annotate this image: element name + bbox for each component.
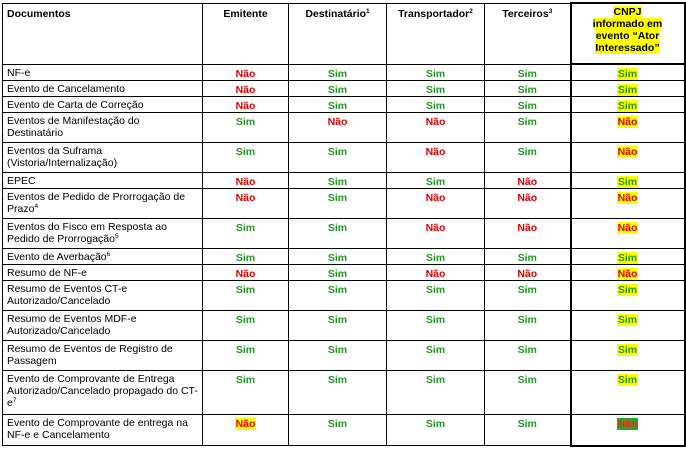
document-label: EPEC — [7, 175, 36, 187]
destinatario-cell — [289, 81, 387, 97]
transportador-value: Sim — [425, 374, 446, 386]
emitente-value: Sim — [235, 284, 256, 296]
terceiros-value: Sim — [517, 284, 537, 296]
transportador-value: Sim — [425, 84, 446, 96]
header-cnpj-line: CNPJ — [613, 6, 642, 18]
footnote-ref: 2 — [469, 7, 473, 15]
emitente-cell — [203, 371, 289, 415]
terceiros-value: Não — [517, 222, 538, 234]
terceiros-value: Sim — [517, 67, 537, 80]
terceiros-cell — [485, 281, 571, 311]
destinatario-value: Sim — [327, 192, 348, 204]
document-label: NF-e — [7, 66, 31, 79]
table-row — [3, 415, 685, 446]
destinatario-value: Sim — [327, 374, 348, 386]
document-cell — [3, 81, 203, 97]
table-row — [3, 249, 685, 265]
cnpj-value: Não — [617, 146, 638, 158]
terceiros-cell — [485, 113, 571, 143]
header-cnpj-line: informado em — [592, 18, 663, 30]
emitente-value: Não — [235, 67, 256, 80]
document-label: Eventos de Manifestação do Destinatário — [7, 115, 140, 139]
cnpj-cell — [571, 81, 685, 97]
transportador-cell — [387, 64, 485, 81]
terceiros-cell — [485, 415, 571, 446]
transportador-value: Sim — [425, 314, 446, 326]
emitente-cell — [203, 311, 289, 341]
header-emitente: Emitente — [203, 3, 289, 64]
cnpj-value: Não — [617, 418, 638, 430]
transportador-value: Não — [425, 146, 446, 158]
terceiros-value: Não — [517, 268, 538, 280]
cnpj-value: Sim — [617, 252, 638, 264]
terceiros-cell — [485, 143, 571, 173]
transportador-cell — [387, 371, 485, 415]
document-label: Evento de Averbação — [7, 251, 107, 263]
document-cell — [3, 249, 203, 265]
table-row — [3, 143, 685, 173]
document-cell — [3, 97, 203, 113]
cnpj-value: Não — [617, 222, 638, 234]
transportador-cell — [387, 249, 485, 265]
document-cell — [3, 113, 203, 143]
terceiros-value: Sim — [517, 252, 537, 264]
table-row — [3, 265, 685, 281]
document-label: Evento de Comprovante de entrega na NF-e e Cancelamento — [7, 417, 188, 441]
destinatario-value: Sim — [327, 100, 348, 112]
emitente-value: Sim — [235, 222, 256, 234]
transportador-value: Sim — [425, 344, 446, 356]
destinatario-cell — [289, 97, 387, 113]
footnote-ref: 3 — [548, 7, 553, 15]
document-cell — [3, 189, 203, 219]
table-row — [3, 173, 685, 189]
transportador-cell — [387, 415, 485, 446]
cnpj-cell — [571, 311, 685, 341]
document-label: Resumo de Eventos MDF-e Autorizado/Cancelado — [7, 313, 137, 337]
terceiros-cell — [485, 189, 571, 219]
terceiros-value: Não — [517, 176, 538, 188]
terceiros-cell — [485, 81, 571, 97]
footnote-ref: 4 — [34, 203, 39, 210]
cnpj-value: Sim — [617, 314, 638, 326]
footnote-ref: 5 — [115, 233, 119, 240]
header-terceiros-label: Terceiros — [502, 7, 549, 20]
table-row — [3, 371, 685, 415]
transportador-cell — [387, 341, 485, 371]
documents-table — [2, 2, 686, 447]
transportador-cell — [387, 189, 485, 219]
table-header-row — [3, 3, 685, 64]
emitente-value: Sim — [235, 252, 256, 264]
terceiros-cell — [485, 173, 571, 189]
emitente-value: Sim — [235, 374, 256, 386]
cnpj-value: Sim — [617, 68, 638, 80]
emitente-value: Não — [235, 418, 256, 430]
table-row — [3, 311, 685, 341]
document-label: Resumo de Eventos CT-e Autorizado/Cancelado — [7, 283, 128, 307]
cnpj-cell — [571, 281, 685, 311]
terceiros-value: Não — [517, 192, 538, 204]
table-row — [3, 219, 685, 249]
header-destinatario-label: Destinatário — [305, 7, 367, 20]
header-destinatario — [289, 3, 387, 64]
destinatario-cell — [289, 189, 387, 219]
terceiros-cell — [485, 219, 571, 249]
terceiros-value: Sim — [517, 418, 537, 430]
footnote-ref: 6 — [106, 251, 111, 258]
emitente-value: Não — [235, 176, 256, 188]
destinatario-value: Não — [327, 116, 348, 128]
table-row — [3, 341, 685, 371]
destinatario-value: Sim — [327, 222, 348, 234]
cnpj-cell — [571, 249, 685, 265]
cnpj-cell — [571, 415, 685, 446]
terceiros-cell — [485, 265, 571, 281]
terceiros-cell — [485, 97, 571, 113]
cnpj-value: Não — [617, 192, 638, 204]
table-row — [3, 281, 685, 311]
document-cell — [3, 341, 203, 371]
document-cell — [3, 173, 203, 189]
document-cell — [3, 371, 203, 415]
emitente-value: Não — [235, 268, 256, 280]
cnpj-cell — [571, 64, 685, 81]
emitente-value: Não — [235, 192, 256, 204]
transportador-value: Não — [425, 192, 446, 204]
emitente-cell — [203, 341, 289, 371]
cnpj-value: Sim — [617, 374, 638, 386]
cnpj-value: Sim — [617, 100, 638, 112]
transportador-value: Sim — [425, 284, 446, 296]
transportador-cell — [387, 81, 485, 97]
transportador-cell — [387, 265, 485, 281]
terceiros-cell — [485, 341, 571, 371]
destinatario-value: Sim — [327, 314, 348, 326]
emitente-cell — [203, 219, 289, 249]
transportador-value: Sim — [425, 176, 446, 188]
header-transportador — [387, 3, 485, 64]
header-cnpj-line: evento “Ator — [595, 30, 660, 42]
transportador-cell — [387, 173, 485, 189]
transportador-value: Sim — [425, 100, 446, 112]
terceiros-cell — [485, 311, 571, 341]
document-cell — [3, 64, 203, 81]
destinatario-value: Sim — [327, 284, 348, 296]
terceiros-cell — [485, 249, 571, 265]
header-terceiros — [485, 3, 571, 64]
cnpj-cell — [571, 143, 685, 173]
cnpj-value: Sim — [617, 284, 638, 296]
emitente-value: Não — [235, 84, 256, 96]
table-row — [3, 64, 685, 81]
footnote-ref: 7 — [12, 397, 17, 404]
terceiros-value: Sim — [517, 344, 537, 356]
document-label: Eventos do Fisco em Resposta ao Pedido de Prorrogação — [7, 221, 167, 245]
emitente-cell — [203, 97, 289, 113]
document-cell — [3, 311, 203, 341]
destinatario-cell — [289, 249, 387, 265]
cnpj-cell — [571, 113, 685, 143]
emitente-value: Não — [235, 100, 256, 112]
table-body — [3, 64, 685, 446]
transportador-cell — [387, 113, 485, 143]
document-cell — [3, 415, 203, 446]
cnpj-cell — [571, 173, 685, 189]
document-cell — [3, 143, 203, 173]
destinatario-value: Sim — [327, 344, 348, 356]
cnpj-cell — [571, 189, 685, 219]
cnpj-cell — [571, 341, 685, 371]
terceiros-cell — [485, 64, 571, 81]
transportador-cell — [387, 281, 485, 311]
header-transportador-label: Transportador — [398, 7, 470, 20]
destinatario-cell — [289, 64, 387, 81]
cnpj-value: Não — [617, 116, 638, 128]
emitente-cell — [203, 113, 289, 143]
terceiros-value: Sim — [517, 314, 537, 326]
transportador-value: Sim — [425, 252, 446, 264]
document-label: Eventos da Suframa (Vistoria/Internalização) — [7, 145, 118, 169]
emitente-cell — [203, 265, 289, 281]
cnpj-value: Sim — [617, 344, 638, 356]
emitente-value: Sim — [235, 116, 256, 128]
cnpj-cell — [571, 219, 685, 249]
table-row — [3, 189, 685, 219]
document-label: Resumo de Eventos de Registro de Passagem — [7, 343, 173, 367]
transportador-value: Não — [425, 268, 446, 280]
footnote-ref: 1 — [366, 7, 370, 15]
table-row — [3, 81, 685, 97]
cnpj-value: Sim — [617, 176, 638, 188]
cnpj-value: Sim — [617, 84, 638, 96]
terceiros-value: Sim — [517, 374, 537, 386]
terceiros-cell — [485, 371, 571, 415]
document-label: Resumo de NF-e — [7, 267, 87, 279]
header-cnpj — [571, 3, 685, 64]
destinatario-value: Sim — [327, 268, 348, 280]
destinatario-value: Sim — [327, 418, 348, 430]
header-cnpj-line: Interessado” — [595, 42, 660, 54]
destinatario-cell — [289, 341, 387, 371]
emitente-cell — [203, 281, 289, 311]
document-label: Evento de Carta de Correção — [7, 99, 144, 111]
emitente-cell — [203, 64, 289, 81]
document-cell — [3, 219, 203, 249]
emitente-cell — [203, 189, 289, 219]
terceiros-value: Sim — [517, 100, 537, 112]
destinatario-cell — [289, 415, 387, 446]
destinatario-value: Sim — [327, 67, 348, 80]
emitente-value: Sim — [235, 314, 256, 326]
terceiros-value: Sim — [517, 116, 537, 128]
transportador-value: Sim — [425, 418, 446, 430]
document-label: Evento de Cancelamento — [7, 83, 125, 95]
document-cell — [3, 281, 203, 311]
destinatario-value: Sim — [327, 252, 348, 264]
transportador-cell — [387, 97, 485, 113]
destinatario-cell — [289, 371, 387, 415]
cnpj-cell — [571, 265, 685, 281]
cnpj-cell — [571, 97, 685, 113]
document-label: Evento de Comprovante de Entrega Autorizado/Cancelado propagado do CT-e — [7, 373, 198, 409]
emitente-value: Sim — [235, 344, 256, 356]
destinatario-cell — [289, 265, 387, 281]
destinatario-cell — [289, 173, 387, 189]
document-label: Eventos de Pedido de Prorrogação de Prazo — [7, 191, 186, 215]
destinatario-cell — [289, 143, 387, 173]
transportador-value: Sim — [425, 67, 446, 80]
emitente-cell — [203, 249, 289, 265]
destinatario-cell — [289, 113, 387, 143]
transportador-cell — [387, 143, 485, 173]
transportador-value: Não — [425, 222, 446, 234]
destinatario-cell — [289, 219, 387, 249]
emitente-cell — [203, 81, 289, 97]
cnpj-cell — [571, 371, 685, 415]
transportador-cell — [387, 311, 485, 341]
header-documentos: Documentos — [3, 3, 203, 64]
destinatario-cell — [289, 311, 387, 341]
emitente-value: Sim — [235, 146, 256, 158]
terceiros-value: Sim — [517, 84, 537, 96]
table-row — [3, 97, 685, 113]
destinatario-value: Sim — [327, 176, 348, 188]
emitente-cell — [203, 143, 289, 173]
destinatario-value: Sim — [327, 84, 348, 96]
emitente-cell — [203, 415, 289, 446]
cnpj-value: Não — [617, 268, 638, 280]
destinatario-value: Sim — [327, 146, 348, 158]
transportador-value: Não — [425, 116, 446, 128]
document-cell — [3, 265, 203, 281]
table-row — [3, 113, 685, 143]
emitente-cell — [203, 173, 289, 189]
terceiros-value: Sim — [517, 146, 537, 158]
destinatario-cell — [289, 281, 387, 311]
transportador-cell — [387, 219, 485, 249]
